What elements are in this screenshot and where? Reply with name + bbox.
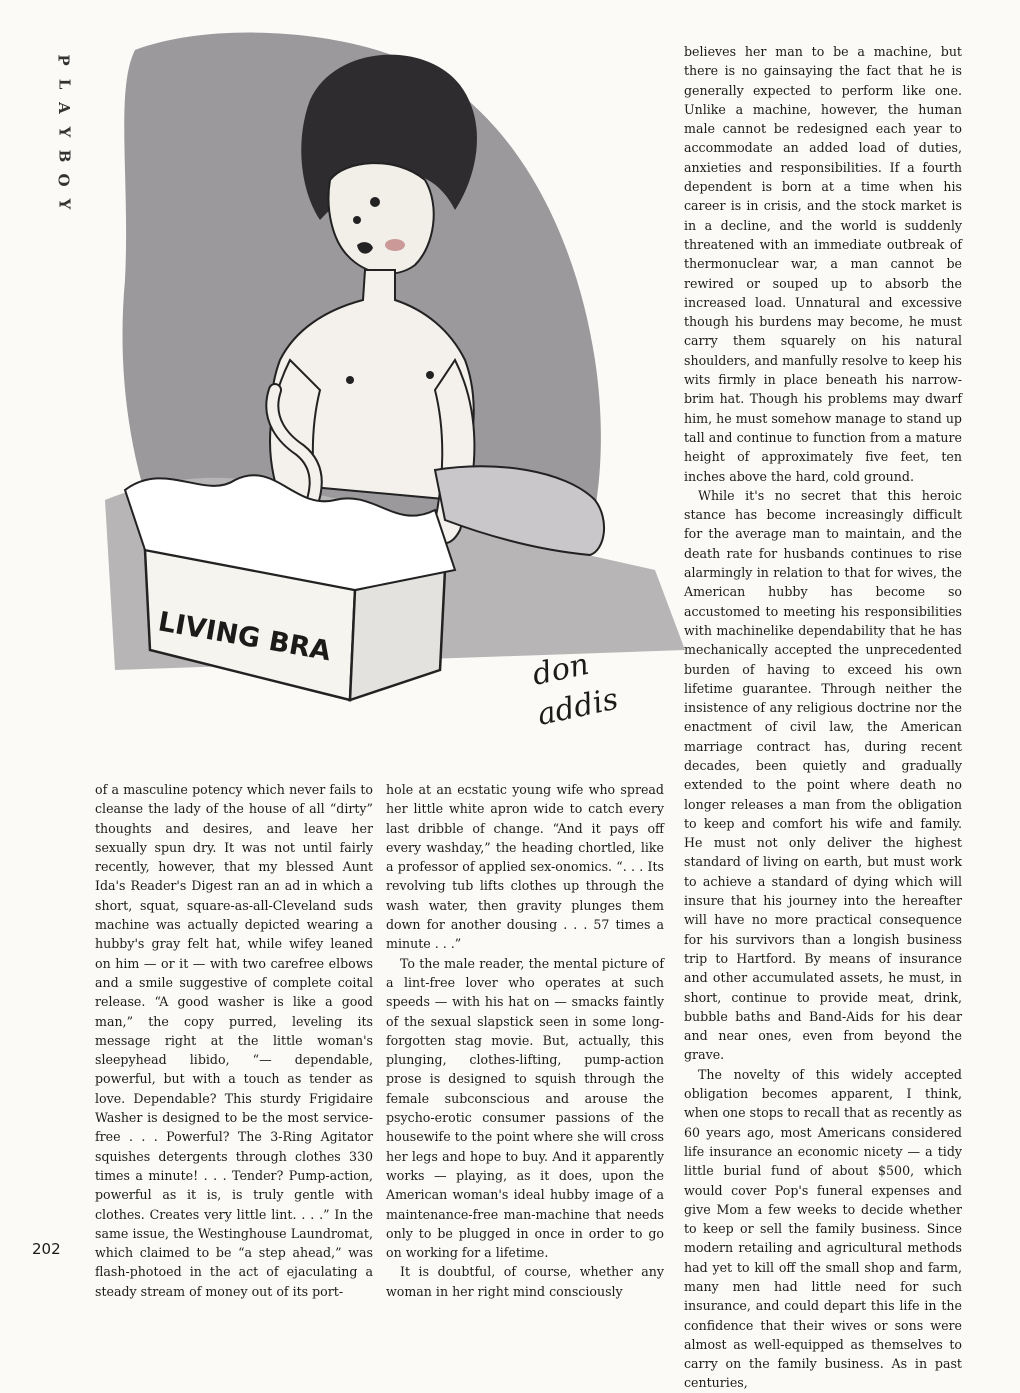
article-paragraph: hole at an ecstatic young wife who spread her little white apron wide to catch every last dribble of change. “And it pays off every washday,” the heading chortled, like a professor of applied sex-onomics. “. . . Its revolving tub lifts clothes up through the wash water, then gravity plunges them down for another dousing . . . 57 times a minute . . .” — [386, 782, 664, 952]
masthead-letter: A — [54, 102, 73, 114]
masthead-letter: B — [55, 149, 73, 163]
artist-signature: don — [529, 646, 593, 693]
article-column-left — [95, 780, 373, 1301]
masthead-letter: Y — [55, 198, 73, 210]
artist-signature: addis — [534, 681, 622, 733]
article-paragraph: It is doubtful, of course, whether any woman in her right mind consciously — [386, 1264, 664, 1299]
masthead-letter: Y — [55, 126, 73, 138]
masthead-letter: O — [54, 173, 73, 187]
article-paragraph: To the male reader, the mental picture of a lint-free lover who operates at such speeds — with his hat on — smacks faintly of the sexual slapstick seen in some long-forgotten stag movie. But, actually, this plunging, clothes-lifting, pump-action prose is designed to squish through the female subconscious and arouse the psycho-erotic consumer passions of the housewife to the point where she will cross her legs and hope to buy. And it apparently works — playing, as it does, upon the American woman's ideal hubby image of a maintenance-free man-machine that needs only to be plugged in once in order to go on working for a lifetime. — [386, 955, 664, 1261]
cartoon-illustration — [95, 30, 685, 775]
article-paragraph: While it's no secret that this heroic stance has become increasingly difficult for the average man to maintain, and the death rate for husbands continues to rise alarmingly in relation to that for wives, the American hubby has become so accustomed to meeting his responsibilities with machinelike dependability that he has mechanically accepted the unprecedented burden of having to exceed his own lifetime guarantee. Through neither the insistence of any religious doctrine nor the enactment of civil law, the American marriage contract has, during recent decades, been quietly and gradually extended to the point where death no longer releases a man from the obligation to keep and comfort his wife and family. He must not only deliver the highest standard of living on earth, but must work to achieve a standard of dying which will insure that his journey into the hereafter will have no more practical consequence for his survivors than a longish business trip to Hartford. By means of insurance and other accumulated assets, he must, in short, continue to provide meat, drink, bubble baths and Band-Aids for his dear and near ones, even from beyond the grave. — [684, 487, 962, 1063]
article-paragraph: The novelty of this widely accepted obligation becomes apparent, I think, when one stops to recall that as recently as 60 years ago, most Americans considered life insurance an economic nicety — a tidy little burial fund of about $500, which would cover Pop's funeral expenses and give Mom a few weeks to decide whether to keep or sell the family business. Since modern retailing and agricultural methods had yet to kill off the small shop and farm, many men had little need for such insurance, and could depart this life in the confidence that their wives or sons were almost as well-equipped as themselves to carry on the family business. As in past centuries, — [684, 1066, 962, 1391]
article-paragraph: of a masculine potency which never fails to cleanse the lady of the house of all “dirty” thoughts and desires, and leave her sexually spun dry. It was not until fairly recently, however, that my blessed Aunt Ida's Reader's Digest ran an ad in which a short, squat, square-as-all-Cleveland suds machine was actually depicted wearing a hubby's gray felt hat, while wifey leaned on him — or it — with two carefree elbows and a smile suggestive of complete coital release. “A good washer is like a good man,” the copy purred, leveling its message right at the little woman's sleepyhead libido, “— dependable, powerful, but with a touch as tender as love. Dependable? This sturdy Frigidaire Washer is designed to be the most service-free . . . Powerful? The 3-Ring Agitator squishes detergents through clothes 330 times a minute! . . . Tender? Pump-action, powerful as it is, is truly gentle with clothes. Creates very little lint. . . .” In the same issue, the Westinghouse Laundromat, which claimed to be “a step ahead,” was flash-photoed in the act of ejaculating a steady stream of money out of its port- — [95, 782, 373, 1299]
masthead-letter: P — [55, 54, 73, 66]
magazine-masthead — [52, 48, 76, 216]
article-paragraph: believes her man to be a machine, but there is no gainsaying the fact that he is generally expected to perform like one. Unlike a machine, however, the human male cannot be redesigned each year to accommodate an added load of duties, anxieties and responsibilities. If a fourth dependent is born at a time when his career is in crisis, and the stock market is in a decline, and the world is suddenly threatened with an immediate outbreak of thermonuclear war, a man cannot be rewired or souped up to absorb the increased load. Unnatural and excessive though his burdens may become, he must carry them squarely on his natural shoulders, and manfully resolve to keep his wits firmly in place beneath his narrow-brim hat. Though his problems may dwarf him, he must somehow manage to stand up tall and continue to function from a mature height of approximately five feet, ten inches above the hard, cold ground. — [684, 44, 962, 484]
page-number: 202 — [32, 1240, 61, 1258]
masthead-letter: L — [54, 78, 73, 90]
article-column-right — [684, 42, 962, 1393]
box-label: LIVING BRA — [155, 606, 334, 668]
article-column-middle — [386, 780, 664, 1301]
